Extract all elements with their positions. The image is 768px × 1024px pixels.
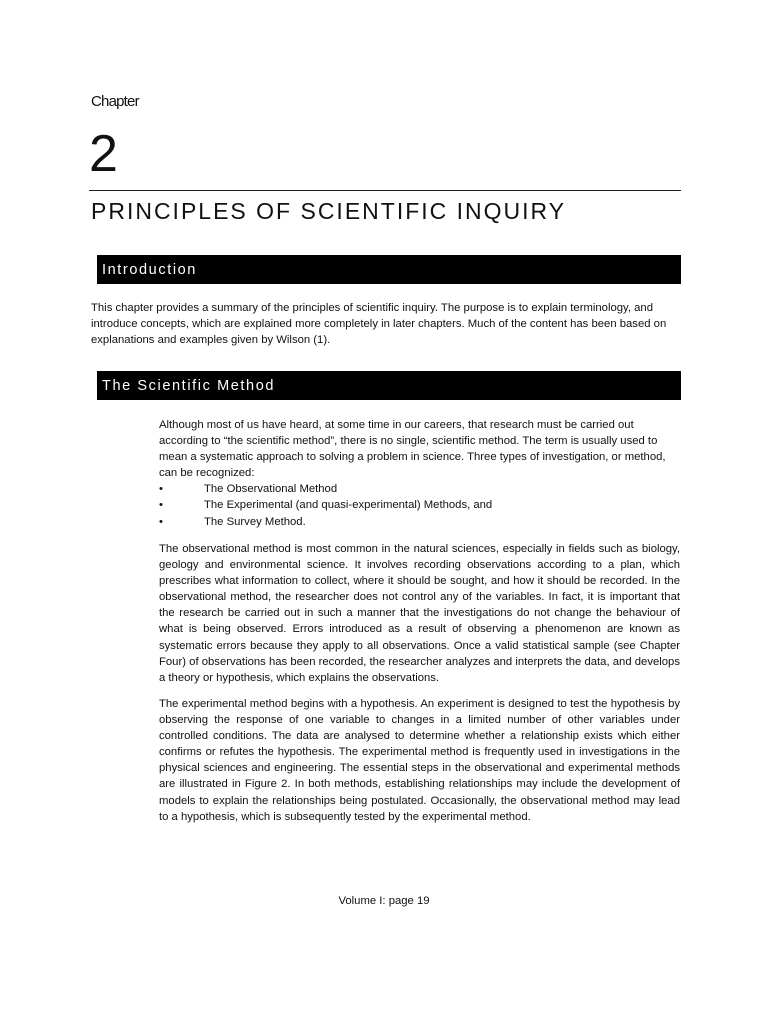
chapter-number: 2 <box>89 125 118 183</box>
list-item-label: The Survey Method. <box>204 515 306 528</box>
list-item-label: The Observational Method <box>204 483 338 496</box>
bullet-icon: • <box>159 499 163 512</box>
list-item <box>159 497 680 513</box>
section-heading-introduction: Introduction <box>97 255 681 284</box>
method-intro-paragraph: Although most of us have heard, at some time in our careers, that research must be carried out according to “the scientific method”, there is no single, scientific method. The term is usually used to mean a systematic approach to solving a problem in science. Three types of investigation, or method, can be recognized: <box>159 419 666 480</box>
list-item-label: The Experimental (and quasi-experimental) Methods, and <box>204 499 493 512</box>
bullet-icon: • <box>159 515 163 528</box>
bullet-icon: • <box>159 483 163 496</box>
chapter-label: Chapter <box>91 93 139 110</box>
method-intro-block <box>159 417 680 530</box>
method-types-list <box>159 481 680 529</box>
list-item <box>159 481 680 497</box>
page-footer: Volume I: page 19 <box>338 895 430 907</box>
experimental-method-paragraph: The experimental method begins with a hypothesis. An experiment is designed to test the hypothesis by observing the response of one variable to changes in a limited number of other variables under controlled conditions. The data are analysed to determine whether a relationship exists which either confirms or refutes the hypothesis. The experimental method is frequently used in investigations in the physical sciences and engineering. The essential steps in the observational and experimental methods are illustrated in Figure 2. In both methods, establishing relationships may include the development of models to explain the relationships being postulated. Occasionally, the observational method may lead to a hypothesis, which is subsequently tested by the experimental method. <box>159 698 680 823</box>
list-item <box>159 514 680 530</box>
chapter-title: PRINCIPLES OF SCIENTIFIC INQUIRY <box>91 198 567 224</box>
title-divider <box>89 190 681 191</box>
section-heading-scientific-method: The Scientific Method <box>97 371 681 400</box>
observational-method-paragraph: The observational method is most common in the natural sciences, especially in fields such as biology, geology and environmental science. It involves recording observations according to a plan, which prescribes what information to collect, where it should be sought, and how it should be recorded. In the observational method, the researcher does not control any of the variables. In fact, it is important that the research be carried out in such a manner that the investigations do not change the behaviour of what is being observed. Errors introduced as a result of observing a phenomenon are known as systematic errors because they apply to all observations. Once a valid statistical sample (see Chapter Four) of observations has been recorded, the researcher analyzes and interprets the data, and develops a theory or hypothesis, which explains the observations. <box>159 543 680 684</box>
introduction-paragraph: This chapter provides a summary of the principles of scientific inquiry. The purpose is to explain terminology, and introduce concepts, which are explained more completely in later chapters. Much of the content has been based on explanations and examples given by Wilson (1). <box>91 302 667 346</box>
